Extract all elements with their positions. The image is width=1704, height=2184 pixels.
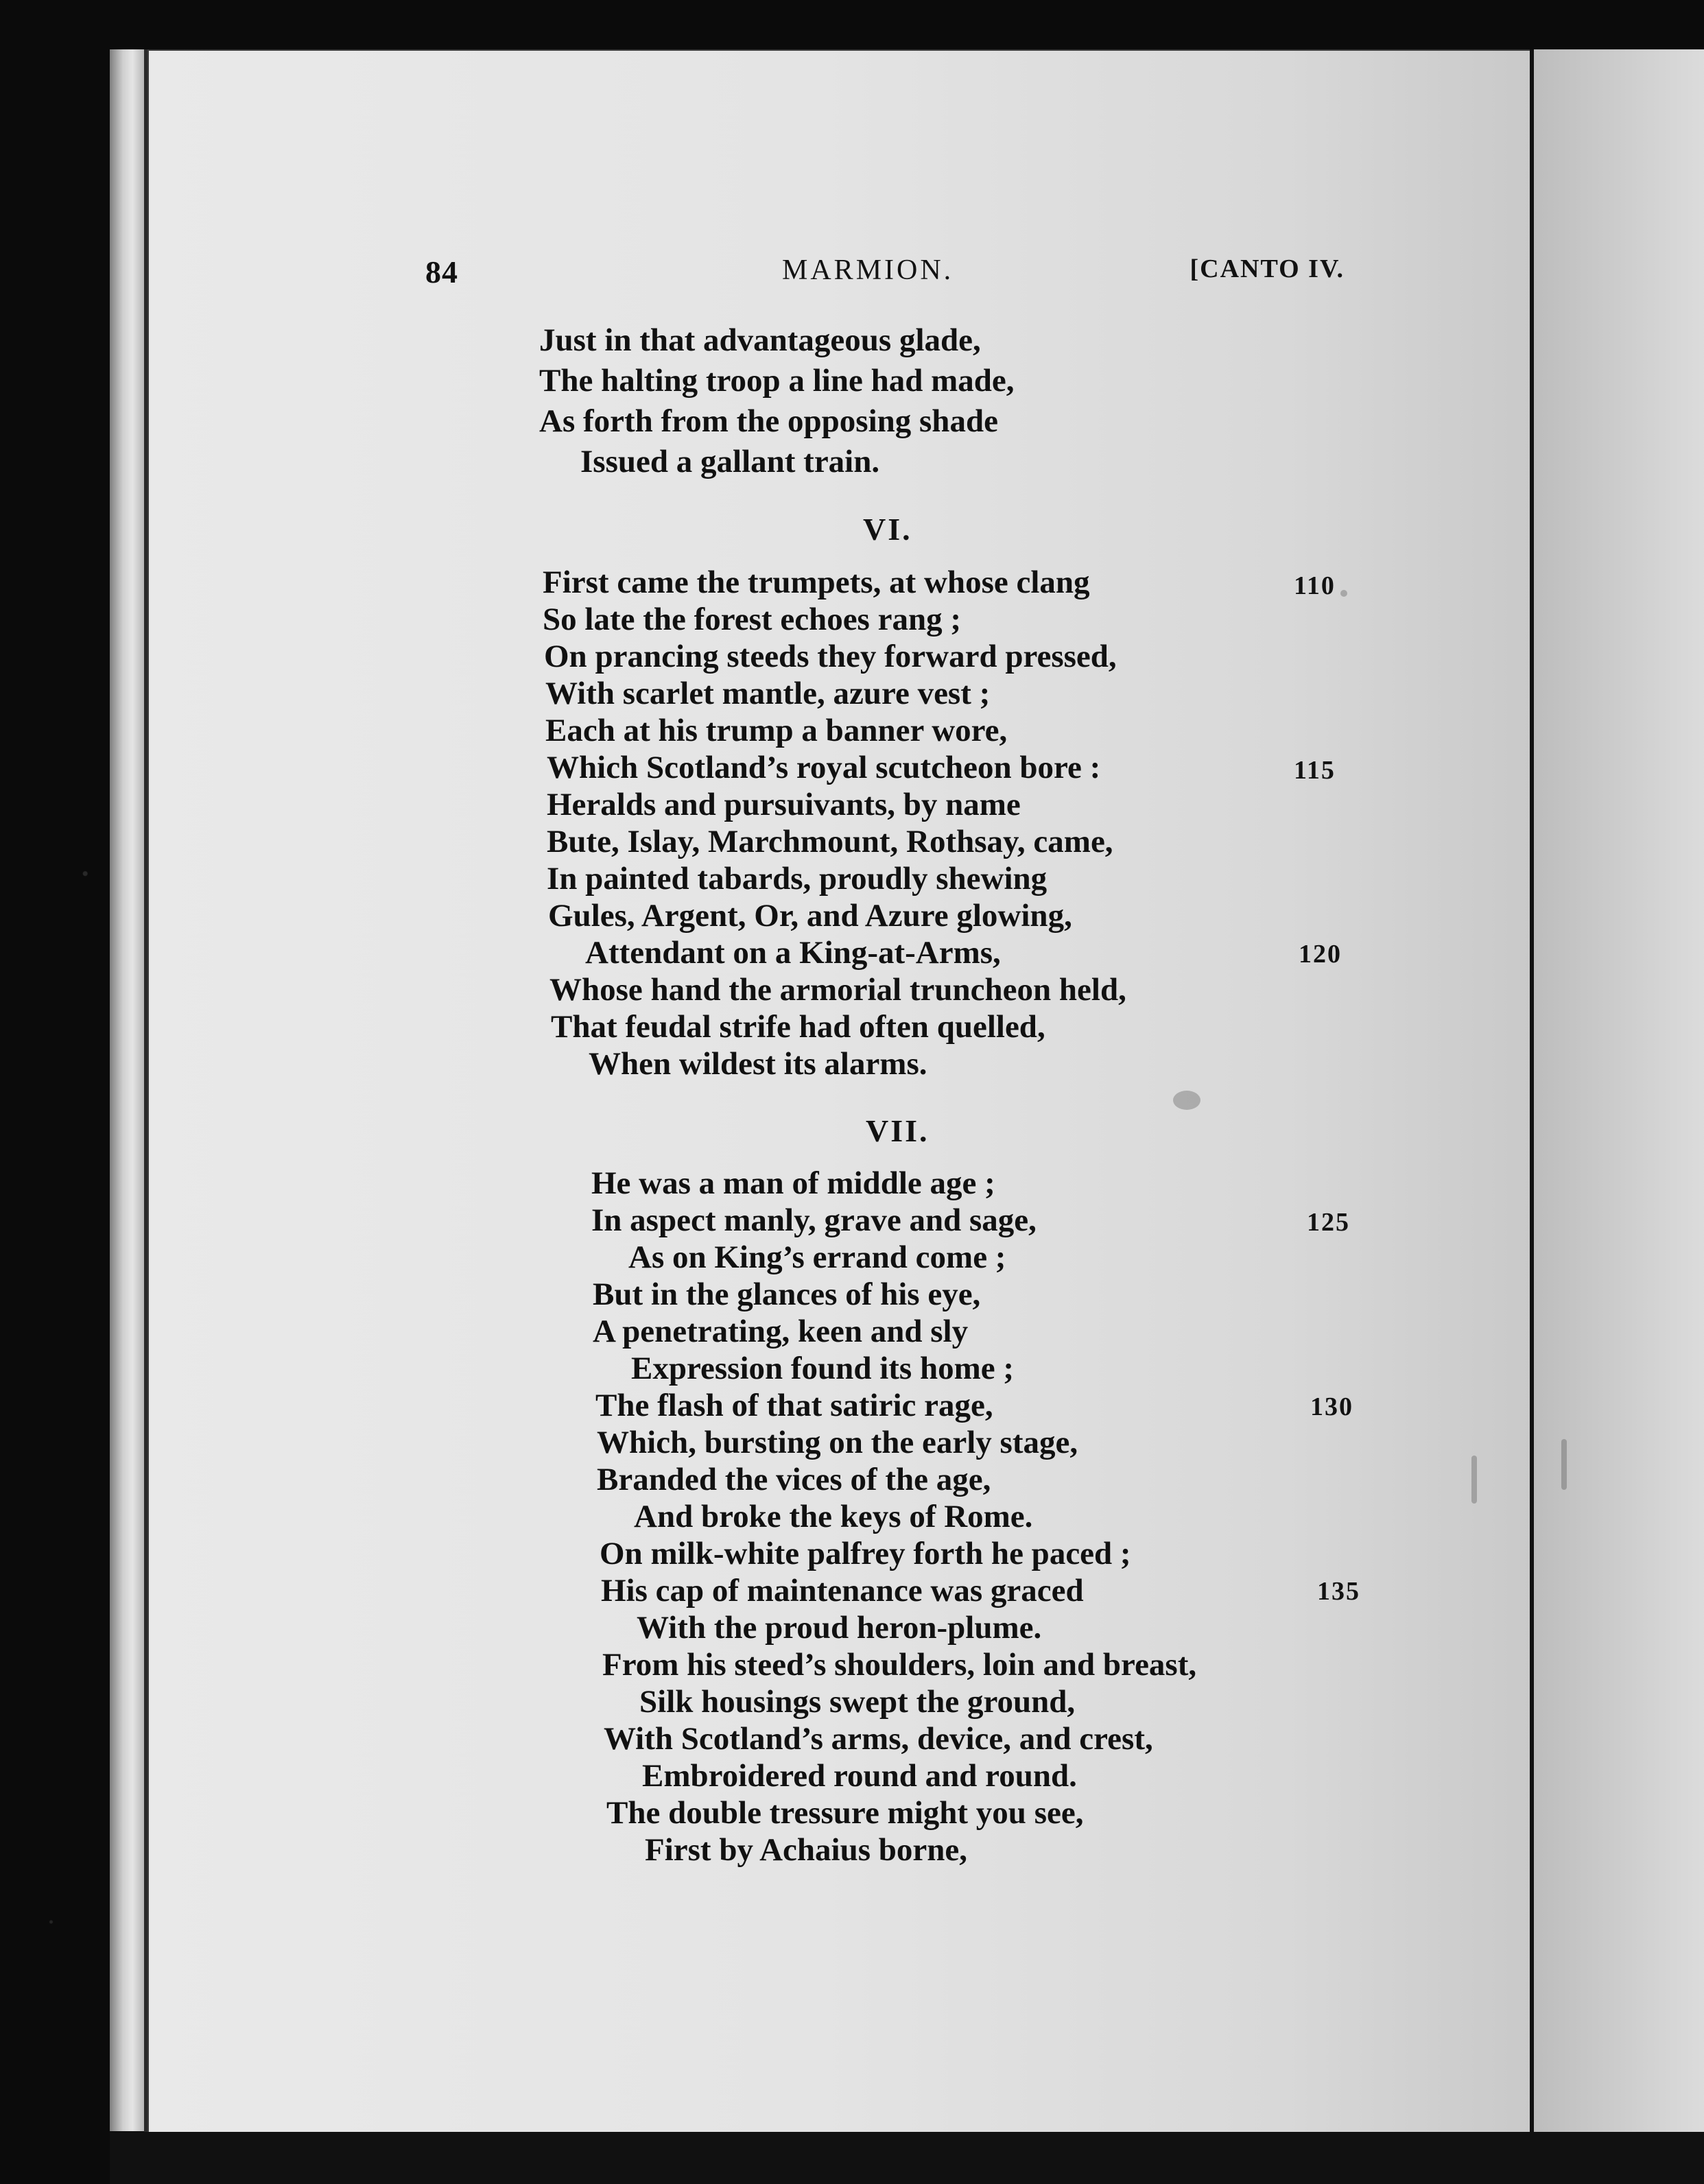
verse-line: The halting troop a line had made,	[539, 363, 1015, 399]
line-number: 135	[1317, 1577, 1360, 1606]
running-header	[425, 254, 1345, 302]
bottom-shadow	[110, 2132, 1704, 2184]
paper-spot	[1173, 1091, 1200, 1110]
line-number: 130	[1310, 1392, 1353, 1421]
verse-line: The flash of that satiric rage,	[595, 1388, 993, 1423]
verse-line: And broke the keys of Rome.	[634, 1499, 1033, 1534]
verse-line: When wildest its alarms.	[589, 1046, 927, 1082]
line-number: 125	[1307, 1208, 1350, 1237]
verse-line: His cap of maintenance was graced	[601, 1573, 1084, 1609]
verse-line: On milk-white palfrey forth he paced ;	[600, 1536, 1131, 1571]
verse-line: He was a man of middle age ;	[591, 1165, 995, 1201]
verse-line: With the proud heron-plume.	[637, 1610, 1042, 1646]
line-number: 110	[1294, 571, 1336, 600]
canto-label: [CANTO IV.	[1190, 254, 1345, 283]
verse-line: Which, bursting on the early stage,	[597, 1425, 1078, 1460]
verse-line: Expression found its home ;	[631, 1351, 1015, 1386]
verse-line: First by Achaius borne,	[645, 1832, 968, 1868]
verse-line: As on King’s errand come ;	[628, 1239, 1006, 1275]
verse-line: Embroidered round and round.	[642, 1758, 1077, 1794]
section-numeral: VII.	[866, 1113, 930, 1148]
verse-line: Silk housings swept the ground,	[639, 1684, 1076, 1720]
verse-line: Whose hand the armorial truncheon held,	[549, 972, 1126, 1008]
page-number: 84	[425, 254, 458, 289]
verse-line: As forth from the opposing shade	[539, 403, 998, 439]
line-number: 120	[1299, 940, 1342, 969]
verse-line: Bute, Islay, Marchmount, Rothsay, came,	[547, 824, 1113, 859]
verse-line: Branded the vices of the age,	[597, 1462, 991, 1497]
verse-line: But in the glances of his eye,	[593, 1277, 981, 1312]
facing-page-edge	[1534, 49, 1704, 2139]
verse-line: Just in that advantageous glade,	[539, 322, 981, 358]
paper-mark	[1561, 1439, 1567, 1490]
verse-line: That feudal strife had often quelled,	[551, 1009, 1045, 1045]
verse-line: With Scotland’s arms, device, and crest,	[604, 1721, 1153, 1757]
verse-line: On prancing steeds they forward pressed,	[544, 639, 1117, 674]
verse-line: Gules, Argent, Or, and Azure glowing,	[548, 898, 1072, 934]
verse-line: Which Scotland’s royal scutcheon bore :	[547, 750, 1101, 785]
verse-line: First came the trumpets, at whose clang	[543, 565, 1090, 600]
verse-line: Each at his trump a banner wore,	[545, 713, 1008, 748]
line-number: 115	[1294, 756, 1336, 785]
verse-line: From his steed’s shoulders, loin and breast,	[602, 1647, 1197, 1683]
verse-line: In aspect manly, grave and sage,	[591, 1202, 1037, 1238]
verse-line: In painted tabards, proudly shewing	[547, 861, 1048, 897]
running-title: MARMION.	[782, 254, 954, 286]
verse-line: So late the forest echoes rang ;	[543, 602, 961, 637]
verse-line: With scarlet mantle, azure vest ;	[545, 676, 991, 711]
verse-line: The double tressure might you see,	[606, 1795, 1084, 1831]
section-numeral: VI.	[863, 512, 912, 547]
verse-line: A penetrating, keen and sly	[593, 1314, 969, 1349]
verse-line: Issued a gallant train.	[580, 444, 880, 479]
verse-line: Heralds and pursuivants, by name	[547, 787, 1021, 822]
paper-spot	[1340, 590, 1347, 597]
verse-line: Attendant on a King-at-Arms,	[585, 935, 1001, 971]
paper-mark	[1471, 1456, 1477, 1504]
